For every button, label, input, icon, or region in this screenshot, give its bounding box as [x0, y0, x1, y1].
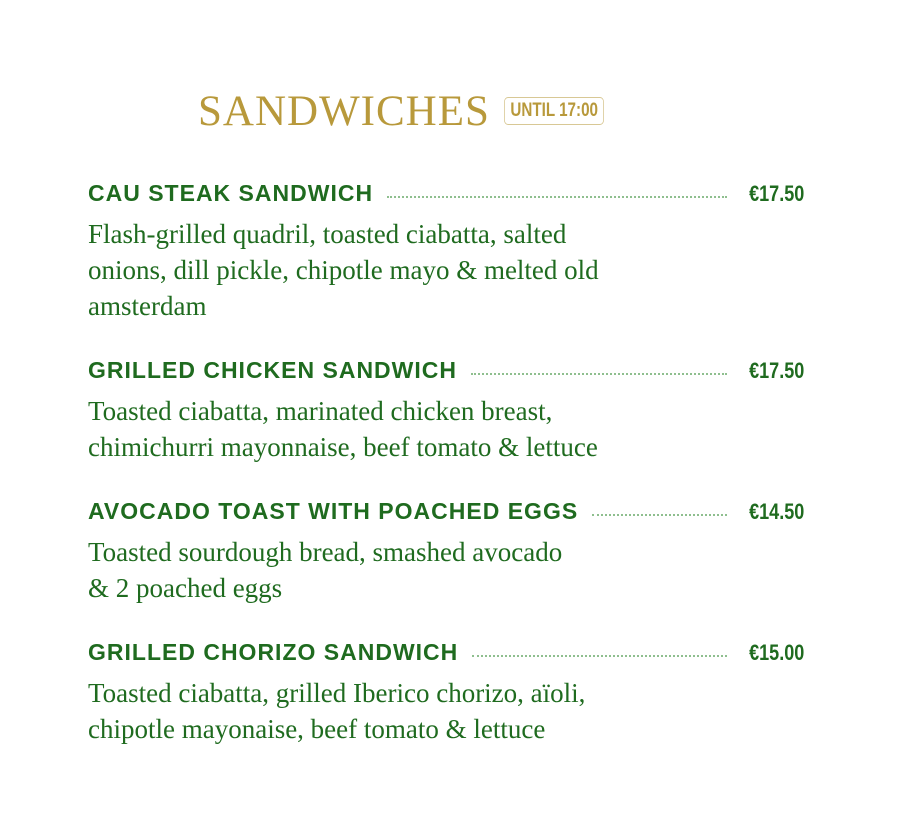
menu-item-name: GRILLED CHICKEN SANDWICH	[88, 357, 457, 383]
menu-item-description	[88, 393, 804, 465]
menu-item	[88, 639, 804, 747]
availability-badge: UNTIL 17:00	[504, 97, 604, 125]
menu-item-price: €17.50	[748, 181, 804, 206]
menu-item-name: AVOCADO TOAST WITH POACHED EGGS	[88, 498, 579, 524]
menu-item	[88, 357, 804, 465]
dot-leader	[471, 373, 727, 375]
description-line: onions, dill pickle, chipotle mayo & melted old	[88, 255, 599, 285]
menu-item-price: €17.50	[748, 358, 804, 383]
description-line: amsterdam	[88, 291, 207, 321]
menu-section-header	[198, 86, 629, 136]
menu-item-description	[88, 534, 804, 606]
description-line: chimichurri mayonnaise, beef tomato & lettuce	[88, 432, 598, 462]
dot-leader	[592, 514, 727, 516]
menu-item	[88, 180, 804, 324]
dot-leader	[472, 655, 726, 657]
menu-item-description	[88, 675, 804, 747]
menu-item-header	[88, 357, 804, 387]
description-line: & 2 poached eggs	[88, 573, 283, 603]
section-title: SANDWICHES	[198, 87, 490, 135]
menu-item-description	[88, 216, 804, 324]
menu-item-name: CAU STEAK SANDWICH	[88, 180, 374, 206]
description-line: chipotle mayonaise, beef tomato & lettuce	[88, 714, 546, 744]
description-line: Flash-grilled quadril, toasted ciabatta, salted	[88, 219, 567, 249]
description-line: Toasted ciabatta, marinated chicken breast,	[88, 396, 553, 426]
menu-item-header	[88, 498, 804, 528]
description-line: Toasted sourdough bread, smashed avocado	[88, 537, 563, 567]
dot-leader	[387, 196, 727, 198]
menu-item-header	[88, 180, 804, 210]
menu-item-price: €15.00	[748, 640, 804, 665]
menu-item-price: €14.50	[748, 499, 804, 524]
menu-item	[88, 498, 804, 606]
description-line: Toasted ciabatta, grilled Iberico chorizo, aïoli,	[88, 678, 586, 708]
menu-item-name: GRILLED CHORIZO SANDWICH	[88, 639, 459, 665]
menu-item-header	[88, 639, 804, 669]
